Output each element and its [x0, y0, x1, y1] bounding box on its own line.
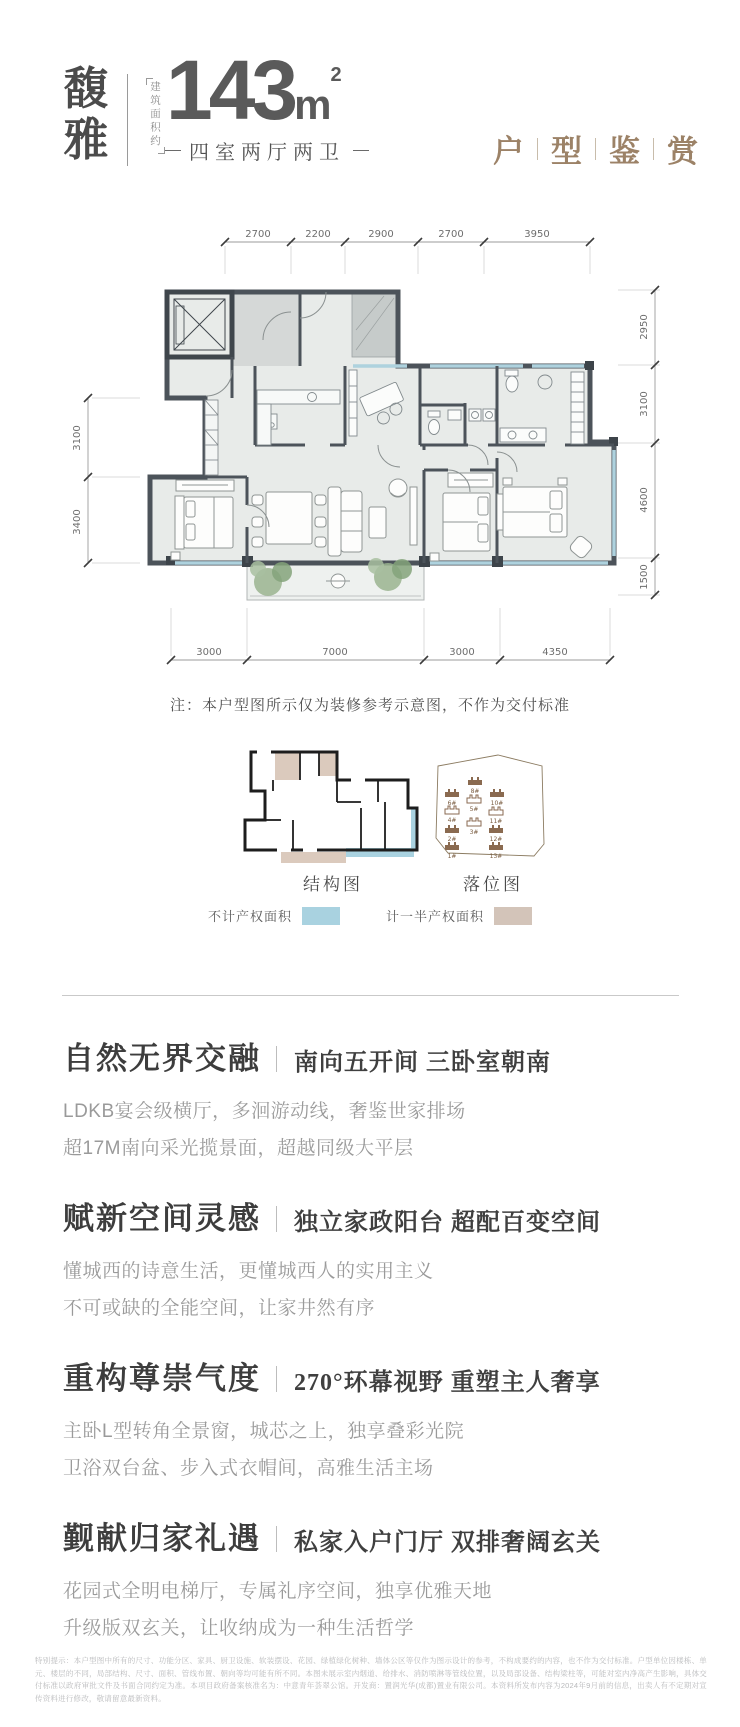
plan-note: 注：本户型图所示仅为装修参考示意图，不作为交付标准	[169, 697, 570, 714]
svg-text:2900: 2900	[368, 229, 394, 240]
appreciation-char: 型	[551, 134, 582, 169]
dimension-right	[618, 286, 660, 599]
svg-text:6#: 6#	[447, 800, 457, 807]
section-title: 觐献归家礼遇	[63, 1521, 261, 1556]
appreciation-title	[493, 126, 698, 171]
legend-label: 计一半产权面积	[386, 909, 485, 924]
storage-strip	[205, 400, 218, 475]
dash-right	[353, 150, 369, 151]
area-value	[166, 43, 342, 137]
section-line: 升级版双玄关，让收纳成为一种生活哲学	[63, 1618, 415, 1639]
header-divider	[127, 74, 128, 166]
section-subtitle: 私家入户门厅 双排奢阔玄关	[294, 1529, 601, 1556]
section-subtitle: 独立家政阳台 超配百变空间	[294, 1209, 601, 1236]
section-line: 卫浴双台盆、步入式衣帽间，高雅生活主场	[63, 1458, 434, 1479]
area-number: 143	[166, 43, 295, 137]
svg-text:1500: 1500	[639, 564, 650, 590]
dimension-left	[72, 394, 140, 567]
area-label: 建筑面积约	[146, 78, 165, 154]
section-line: 花园式全明电梯厅，专属礼序空间，独享优雅天地	[63, 1581, 493, 1602]
svg-text:3#: 3#	[469, 829, 479, 836]
svg-text:8#: 8#	[470, 788, 480, 795]
feature-sections	[63, 1038, 677, 1678]
svg-text:3000: 3000	[196, 647, 222, 658]
svg-text:4350: 4350	[542, 647, 568, 658]
section-divider-line	[62, 995, 679, 996]
section-line: 不可或缺的全能空间，让家井然有序	[63, 1298, 376, 1319]
appreciation-char: 户	[493, 134, 524, 169]
site-diagram-label: 落位图	[463, 875, 523, 894]
divider	[595, 138, 596, 160]
svg-text:1#: 1#	[447, 853, 457, 860]
section-line: LDKB宴会级横厅，多洄游动线，奢鉴世家排场	[63, 1101, 466, 1122]
legend-label: 不计产权面积	[207, 909, 292, 924]
section-subtitle: 270°环幕视野 重塑主人奢享	[294, 1369, 601, 1396]
area-unit: m	[294, 81, 331, 128]
divider	[537, 138, 538, 160]
svg-text:4#: 4#	[447, 817, 457, 824]
dash-left	[165, 150, 181, 151]
svg-text:5#: 5#	[469, 806, 479, 813]
appreciation-char: 鉴	[609, 134, 640, 169]
svg-text:3400: 3400	[72, 509, 83, 535]
structure-diagram	[233, 746, 433, 870]
svg-text:2950: 2950	[639, 314, 650, 340]
rooms-line	[152, 136, 382, 165]
structure-openings	[257, 752, 365, 850]
svg-text:2700: 2700	[245, 229, 271, 240]
section-space	[63, 1198, 677, 1327]
legal-disclaimer: 特别提示：本户型图中所有的尺寸、功能分区、家具、厨卫设施、软装摆设、花园、绿植绿化树种、墙体公区等仅作为图示设计的参考，不构成要约的内容，也不作为交付标准。户型单位因楼栋、单元、楼层的不同，局部结构、尺寸、面积、管线布置、朝向等均可能有所不同。本图未展示室内烟道、给排水、消防喷淋等管线位置，以及局部设备、结构梁柱等，可能对室内净高产生影响，具体交付标准以政府审批文件及书面合同约定为准。本项目政府备案核准名为：中意青年荟翠公馆。开发商：置润光华(成都)置业有限公司。本资料所发布内容为2024年9月前的信息，出卖人有不定期对宣传资料进行修改，敬请留意最新资料。	[35, 1656, 707, 1703]
svg-text:11#: 11#	[489, 818, 503, 825]
section-subtitle: 南向五开间 三卧室朝南	[294, 1049, 551, 1076]
svg-text:7000: 7000	[322, 647, 348, 658]
rooms-text: 四室两厅两卫	[189, 142, 345, 164]
svg-text:3950: 3950	[524, 229, 550, 240]
divider	[653, 138, 654, 160]
section-title: 赋新空间灵感	[63, 1201, 261, 1236]
brand-name: 馥雅	[63, 64, 109, 165]
site-map-diagram	[428, 750, 558, 872]
section-title: 重构尊崇气度	[63, 1361, 261, 1396]
area-legend	[0, 906, 740, 925]
legend-swatch-blue	[302, 907, 340, 925]
section-view	[63, 1358, 677, 1487]
svg-text:10#: 10#	[490, 800, 504, 807]
section-nature	[63, 1038, 677, 1167]
dimension-top	[221, 229, 594, 274]
svg-text:3100: 3100	[639, 391, 650, 417]
divider	[276, 1366, 277, 1392]
svg-text:3000: 3000	[449, 647, 475, 658]
structure-diagram-label: 结构图	[303, 875, 363, 894]
appreciation-char: 赏	[667, 134, 698, 169]
svg-text:2700: 2700	[438, 229, 464, 240]
dimension-bottom	[167, 608, 614, 664]
area-superscript: 2	[330, 64, 342, 86]
svg-text:3100: 3100	[72, 425, 83, 451]
divider	[276, 1206, 277, 1232]
svg-text:4600: 4600	[639, 487, 650, 513]
section-homecoming	[63, 1518, 677, 1647]
floor-plan	[0, 200, 740, 670]
section-line: 超17M南向采光揽景面，超越同级大平层	[63, 1138, 414, 1159]
legend-swatch-beige	[494, 907, 532, 925]
structure-fills	[275, 752, 418, 863]
section-line: 主卧L型转角全景窗，城芯之上，独享叠彩光院	[63, 1421, 465, 1442]
svg-text:2200: 2200	[305, 229, 331, 240]
divider	[276, 1046, 277, 1072]
svg-text:2#: 2#	[447, 836, 457, 843]
legend-item-half-property	[386, 906, 532, 925]
dining-area	[252, 492, 326, 547]
divider	[276, 1526, 277, 1552]
section-line: 懂城西的诗意生活，更懂城西人的实用主义	[63, 1261, 434, 1282]
svg-text:12#: 12#	[489, 836, 503, 843]
svg-text:13#: 13#	[489, 853, 503, 860]
section-title: 自然无界交融	[63, 1041, 261, 1076]
legend-item-no-property	[208, 906, 340, 925]
